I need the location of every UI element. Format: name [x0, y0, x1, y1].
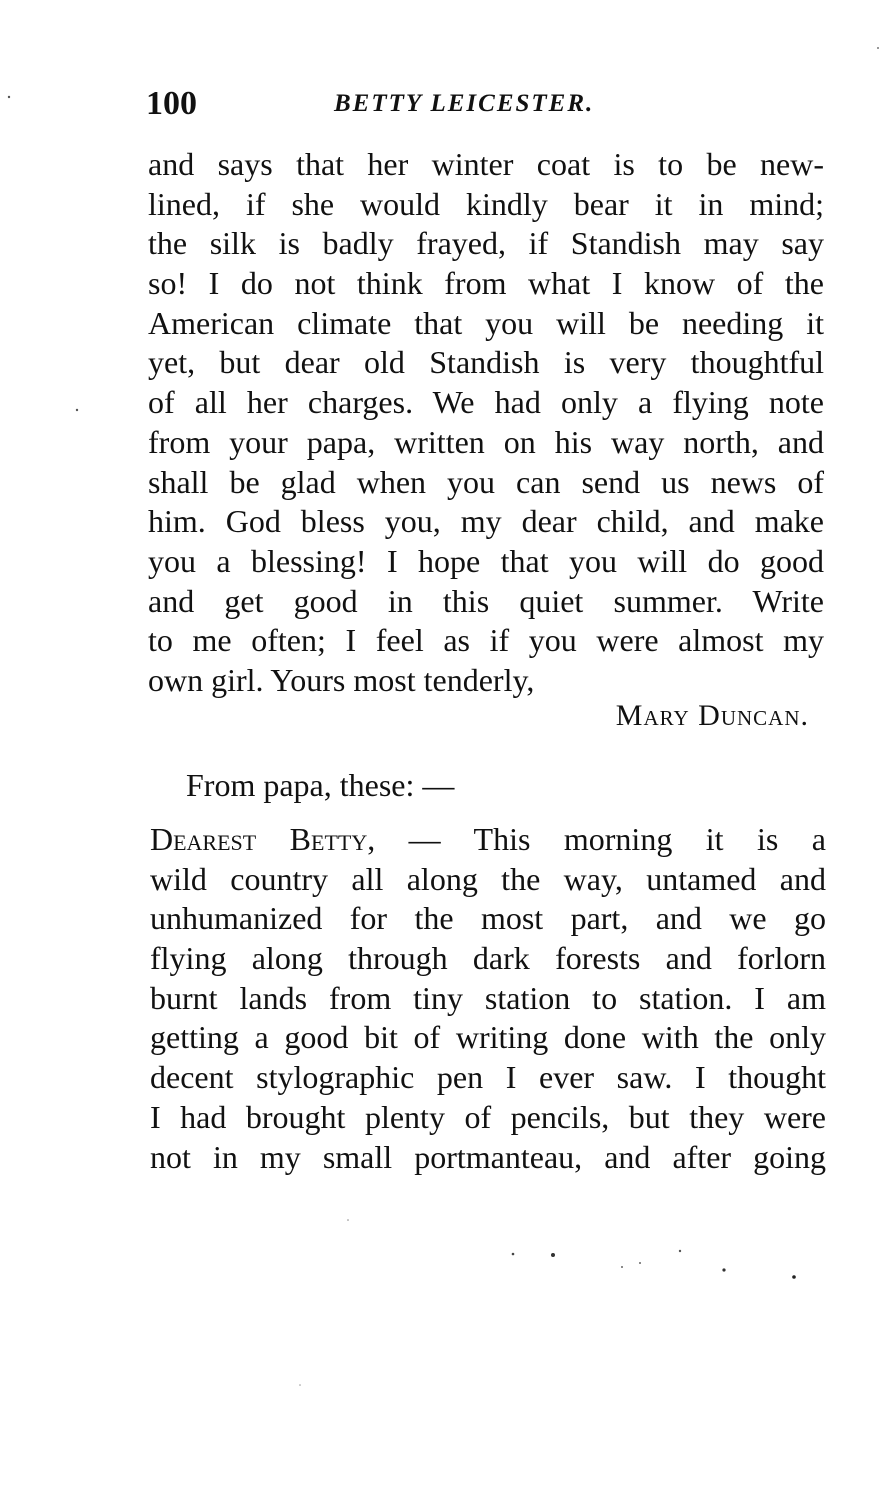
- text-line: getting a good bit of writing done with the only: [150, 1019, 826, 1056]
- text-line: American climate that you will be needing it: [148, 304, 824, 341]
- text-line: flying along through dark forests and forlorn: [150, 940, 826, 977]
- text-line: I had brought plenty of pencils, but they were: [150, 1098, 826, 1135]
- speck: [722, 1268, 725, 1271]
- speck: [679, 1250, 681, 1252]
- page-number: 100: [146, 85, 197, 122]
- letter-two-body: [150, 820, 826, 1177]
- text-line: you a blessing! I hope that you will do good: [148, 542, 824, 579]
- speck: [347, 1219, 349, 1221]
- speck: [76, 409, 78, 411]
- speck: [512, 1253, 515, 1256]
- text-line: the silk is badly frayed, if Standish may say: [148, 225, 824, 262]
- speck: [551, 1253, 555, 1257]
- text-line: decent stylographic pen I ever saw. I thought: [150, 1059, 826, 1096]
- running-title: BETTY LEICESTER.: [334, 90, 595, 117]
- text-line: him. God bless you, my dear child, and make: [148, 503, 824, 540]
- text-line: and says that her winter coat is to be new-: [148, 146, 824, 182]
- text-line: own girl. Yours most tenderly,: [148, 661, 535, 698]
- text-line: of all her charges. We had only a flying note: [148, 384, 824, 421]
- speck: [299, 1384, 301, 1386]
- text-line: yet, but dear old Standish is very thoughtful: [148, 344, 824, 381]
- speck: [621, 1266, 623, 1268]
- text-line: wild country all along the way, untamed and: [150, 860, 826, 897]
- letter-salutation: Dearest Betty,: [150, 821, 376, 857]
- text-line: burnt lands from tiny station to station. I am: [150, 979, 826, 1016]
- speck: [8, 96, 10, 98]
- text-line: shall be glad when you can send us news of: [148, 463, 824, 500]
- salutation-line-rest: — This morning it is a: [375, 821, 826, 857]
- text-line-salutation: [150, 820, 826, 860]
- text-line: and get good in this quiet summer. Write: [148, 582, 824, 619]
- text-line: lined, if she would kindly bear it in mind;: [148, 185, 824, 222]
- page-header: [146, 82, 826, 126]
- text-line: so! I do not think from what I know of the: [148, 265, 824, 302]
- text-line: unhumanized for the most part, and we go: [150, 900, 826, 937]
- speck: [792, 1275, 796, 1279]
- speck: [639, 1262, 641, 1264]
- text-line: not in my small portmanteau, and after going: [150, 1138, 826, 1175]
- letter-signature: Mary Duncan.: [615, 699, 809, 732]
- text-line: to me often; I feel as if you were almost my: [148, 622, 824, 659]
- lead-in-line: From papa, these: —: [186, 767, 455, 803]
- text-line: from your papa, written on his way north, and: [148, 423, 824, 460]
- letter-one-body: [148, 145, 824, 701]
- speck: [877, 47, 879, 49]
